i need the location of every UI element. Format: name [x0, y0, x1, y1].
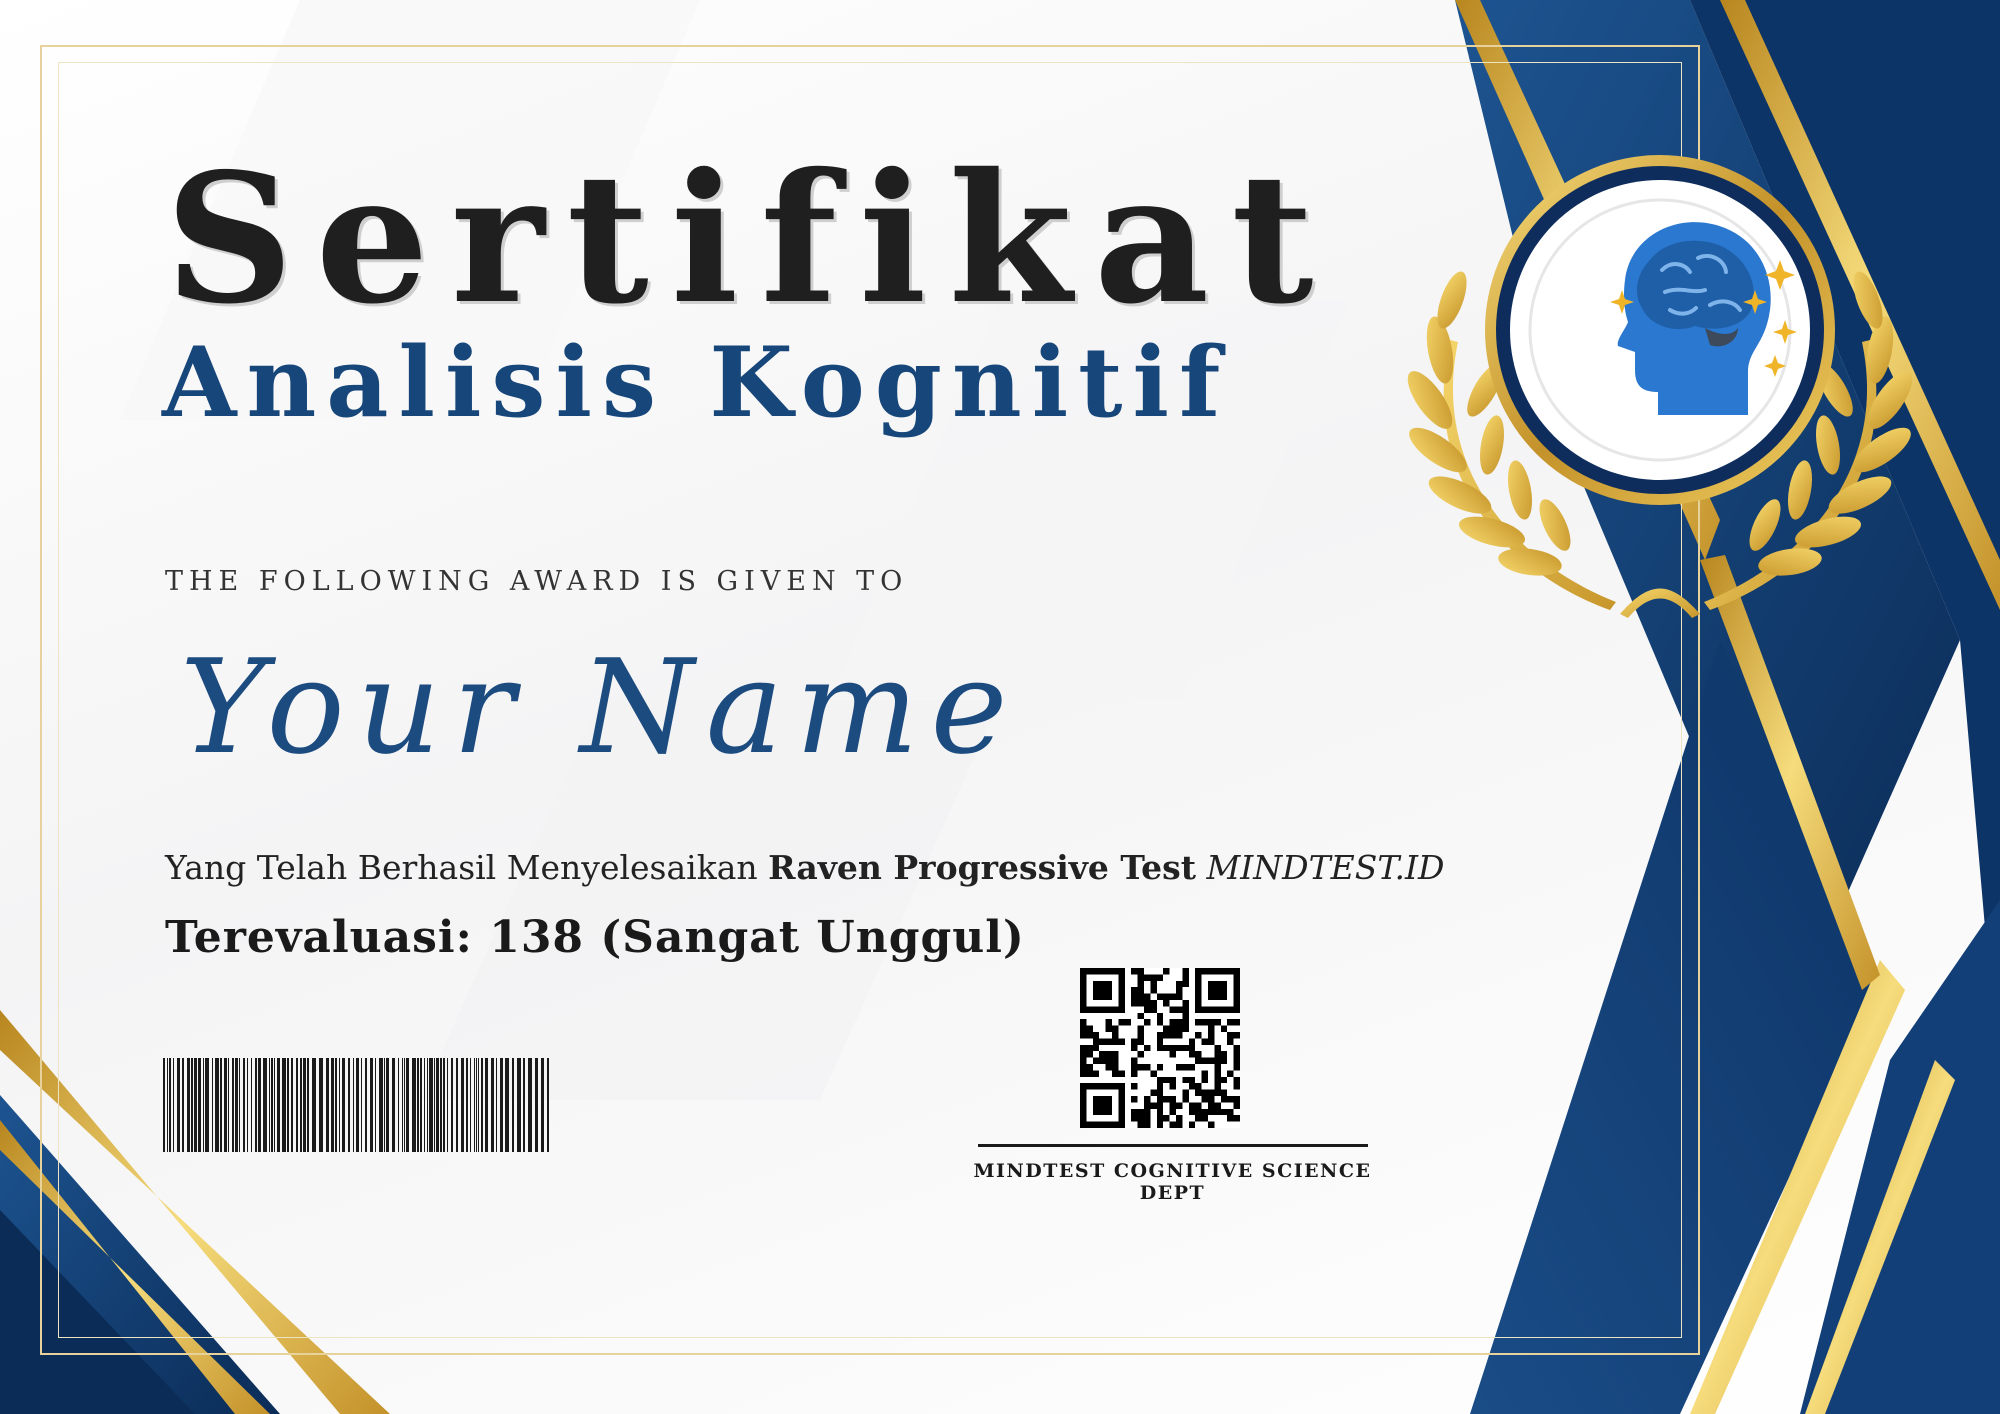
- qr-code: [1080, 968, 1240, 1128]
- given-to-label: THE FOLLOWING AWARD IS GIVEN TO: [165, 566, 909, 597]
- department-label: MINDTEST COGNITIVE SCIENCE DEPT: [973, 1160, 1372, 1204]
- signature-line: [978, 1144, 1368, 1147]
- certificate-title: Sertifikat: [165, 134, 1336, 343]
- recipient-name: Your Name: [180, 631, 1020, 783]
- provider-name: MINDTEST.ID: [1206, 848, 1445, 887]
- seal-emblem: [1380, 140, 1940, 630]
- completion-statement: [165, 848, 1445, 887]
- certificate-subtitle: Analisis Kognitif: [162, 326, 1231, 439]
- score-line: Terevaluasi: 138 (Sangat Unggul): [165, 912, 1025, 963]
- barcode: [163, 1058, 550, 1152]
- test-name: Raven Progressive Test: [768, 848, 1196, 887]
- completion-text: Yang Telah Berhasil Menyelesaikan: [165, 848, 758, 887]
